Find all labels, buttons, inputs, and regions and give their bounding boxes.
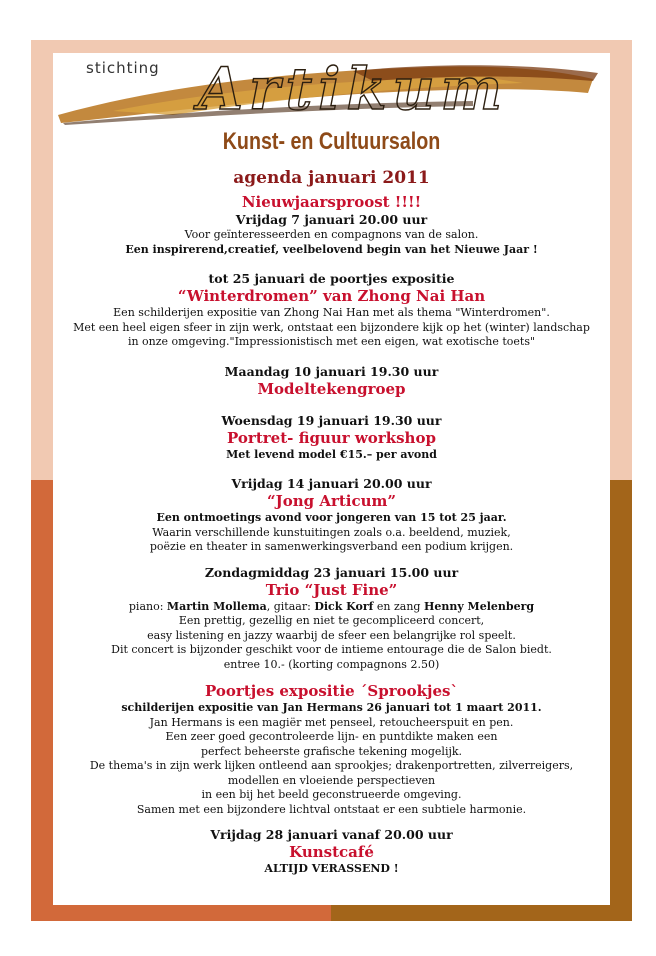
articum-logo xyxy=(53,53,610,125)
event-text: poëzie en theater in samenwerkingsverband een podium krijgen. xyxy=(149,540,514,553)
event-text: Jan Hermans is een magiër met penseel, retoucheerspuit en pen. xyxy=(149,715,514,729)
event-title: “Winterdromen” van Zhong Nai Han xyxy=(177,287,486,305)
event-bold-line: Een inspirerend,creatief, veelbelovend begin van het Nieuwe Jaar ! xyxy=(125,242,538,256)
event-text: Waarin verschillende kunstuitingen zoals o.a. beeldend, muziek, xyxy=(152,525,511,539)
event-bold-line: ALTIJD VERASSEND ! xyxy=(264,862,399,875)
event-text: modellen en vloeiende perspectieven xyxy=(227,773,436,787)
event-title: Trio “Just Fine” xyxy=(265,580,398,599)
logo-articum-wordmark: Artikum xyxy=(197,55,509,123)
event-text: De thema's in zijn werk lijken ontleend aan sprookjes; drakenportretten, zilverreigers, xyxy=(89,759,574,772)
event-title: Portret- figuur workshop xyxy=(227,428,436,447)
logo-stichting: stichting xyxy=(86,59,160,77)
event-credits xyxy=(53,600,610,615)
credit-label: , gitaar: xyxy=(266,599,315,613)
event-date: Vrijdag 28 januari vanaf 20.00 uur xyxy=(210,827,453,842)
credit-name: Henny Melenberg xyxy=(423,599,535,613)
credit-name: Martin Mollema xyxy=(166,599,267,613)
event-title: Poortjes expositie ´Sprookjes` xyxy=(205,682,458,700)
event-text: Een prettig, gezellig en niet te gecompliceerd concert, xyxy=(178,614,485,627)
event-title: Kunstcafé xyxy=(289,843,374,861)
credit-name: Dick Korf xyxy=(314,599,374,613)
event-date: Zondagmiddag 23 januari 15.00 uur xyxy=(204,564,459,580)
event-date: Maandag 10 januari 19.30 uur xyxy=(224,363,439,379)
credit-label: en zang xyxy=(373,599,424,613)
agenda-title: agenda januari 2011 xyxy=(233,168,430,188)
poster-frame xyxy=(31,40,632,921)
event-date: Vrijdag 7 januari 20.00 uur xyxy=(235,212,428,227)
event-date: Vrijdag 14 januari 20.00 uur xyxy=(231,476,432,491)
event-title: “Jong Articum” xyxy=(266,492,397,510)
event-text: in onze omgeving."Impressionistisch met een eigen, wat exotische toets" xyxy=(127,335,536,348)
event-text: Met een heel eigen sfeer in zijn werk, ontstaat een bijzondere kijk op het (winter) landschap xyxy=(73,320,590,334)
event-text: Voor geïnteresseerden en compagnons van de salon. xyxy=(184,228,479,241)
event-text: in een bij het beeld geconstrueerde omgeving. xyxy=(201,788,462,801)
event-date: Woensdag 19 januari 19.30 uur xyxy=(221,412,442,428)
event-text: Een zeer goed gecontroleerde lijn- en puntdikte maken een xyxy=(165,730,498,743)
event-pre-line: tot 25 januari de poortjes expositie xyxy=(208,271,455,286)
event-text: perfect beheerste grafische tekening mogelijk. xyxy=(200,744,463,758)
event-text: entree 10.- (korting compagnons 2.50) xyxy=(223,657,440,671)
event-bold-line: Met levend model €15.– per avond xyxy=(226,447,437,461)
salon-subtitle: Kunst- en Cultuursalon xyxy=(222,128,441,155)
event-text: Een schilderijen expositie van Zhong Nai Han met als thema "Winterdromen". xyxy=(113,306,550,319)
poster-panel xyxy=(53,53,610,905)
event-bold-line: schilderijen expositie van Jan Hermans 26 januari tot 1 maart 2011. xyxy=(121,701,542,714)
event-bold-line: Een ontmoetings avond voor jongeren van 15 tot 25 jaar. xyxy=(156,511,507,524)
credit-label: piano: xyxy=(128,599,167,613)
event-title: Nieuwjaarsproost !!!! xyxy=(241,193,422,211)
event-text: easy listening en jazzy waarbij de sfeer een belangrijke rol speelt. xyxy=(147,628,516,642)
event-title: Modeltekengroep xyxy=(257,379,406,398)
event-text: Dit concert is bijzonder geschikt voor de intieme entourage die de Salon biedt. xyxy=(111,643,552,656)
event-text: Samen met een bijzondere lichtval ontstaat er een subtiele harmonie. xyxy=(136,802,527,816)
agenda-content xyxy=(53,127,610,877)
